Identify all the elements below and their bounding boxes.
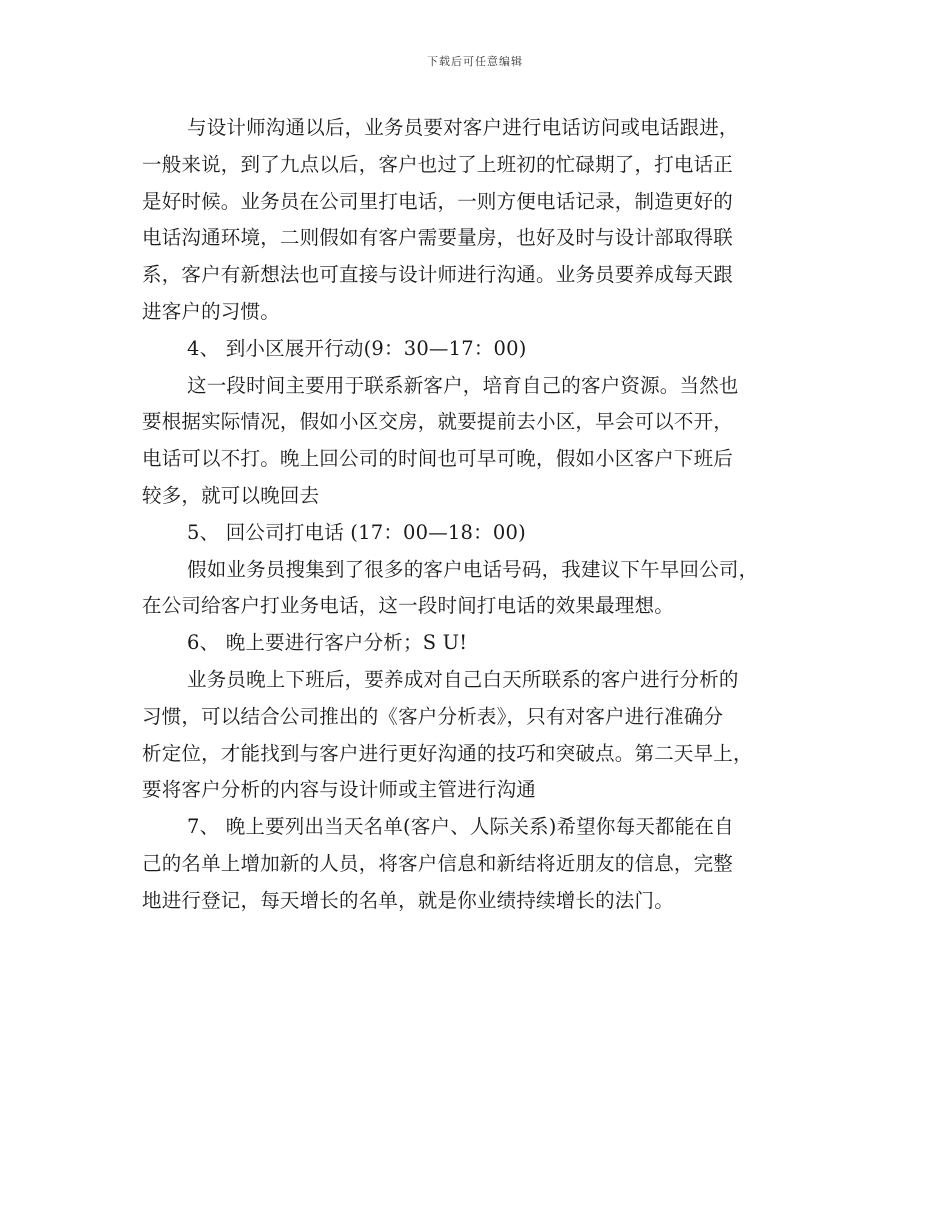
text-line: 己的名单上增加新的人员，将客户信息和新结将近朋友的信息，完整 [142,851,734,875]
text-line: 4、 到小区展开行动(9：30—17：00) [187,336,527,360]
text-line: 较多，就可以晚回去 [142,483,320,507]
text-line: 这一段时间主要用于联系新客户，培育自己的客户资源。当然也 [187,373,739,397]
text-line: 7、 晚上要列出当天名单(客户、人际关系)希望你每天都能在自 [187,815,734,839]
text-line: 地进行登记，每天增长的名单，就是你业绩持续增长的法门。 [142,888,674,912]
text-line: 与设计师沟通以后，业务员要对客户进行电话访问或电话跟进， [187,116,739,139]
text-line: 要根据实际情况，假如小区交房，就要提前去小区，早会可以不开， [142,410,734,434]
text-line: 在公司给客户打业务电话，这一段时间打电话的效果最理想。 [142,594,674,618]
text-line: 电话沟通环境，二则假如有客户需要量房，也好及时与设计部取得联 [142,226,734,250]
text-line: 析定位，才能找到与客户进行更好沟通的技巧和突破点。第二天早上， [142,741,753,765]
text-line: 6、 晚上要进行客户分析；S U! [187,631,468,655]
text-line: 电话可以不打。晚上回公司的时间也可早可晚，假如小区客户下班后 [142,447,734,471]
text-line: 进客户的习惯。 [142,299,280,323]
text-line: 是好时候。业务员在公司里打电话，一则方便电话记录，制造更好的 [142,189,734,213]
text-line: 一般来说，到了九点以后，客户也过了上班初的忙碌期了，打电话正 [142,152,734,176]
text-line: 业务员晚上下班后，要养成对自己白天所联系的客户进行分析的 [187,667,739,691]
text-line: 要将客户分析的内容与设计师或主管进行沟通 [142,778,537,802]
page-header: 下载后可任意编辑 [427,55,523,68]
text-line: 系，客户有新想法也可直接与设计师进行沟通。业务员要养成每天跟 [142,263,734,287]
text-line: 假如业务员搜集到了很多的客户电话号码，我建议下午早回公司， [187,557,759,581]
text-line: 习惯，可以结合公司推出的《客户分析表》，只有对客户进行准确分 [142,704,724,728]
text-line: 5、 回公司打电话 (17：00—18：00) [187,520,526,544]
document-body [142,110,797,920]
